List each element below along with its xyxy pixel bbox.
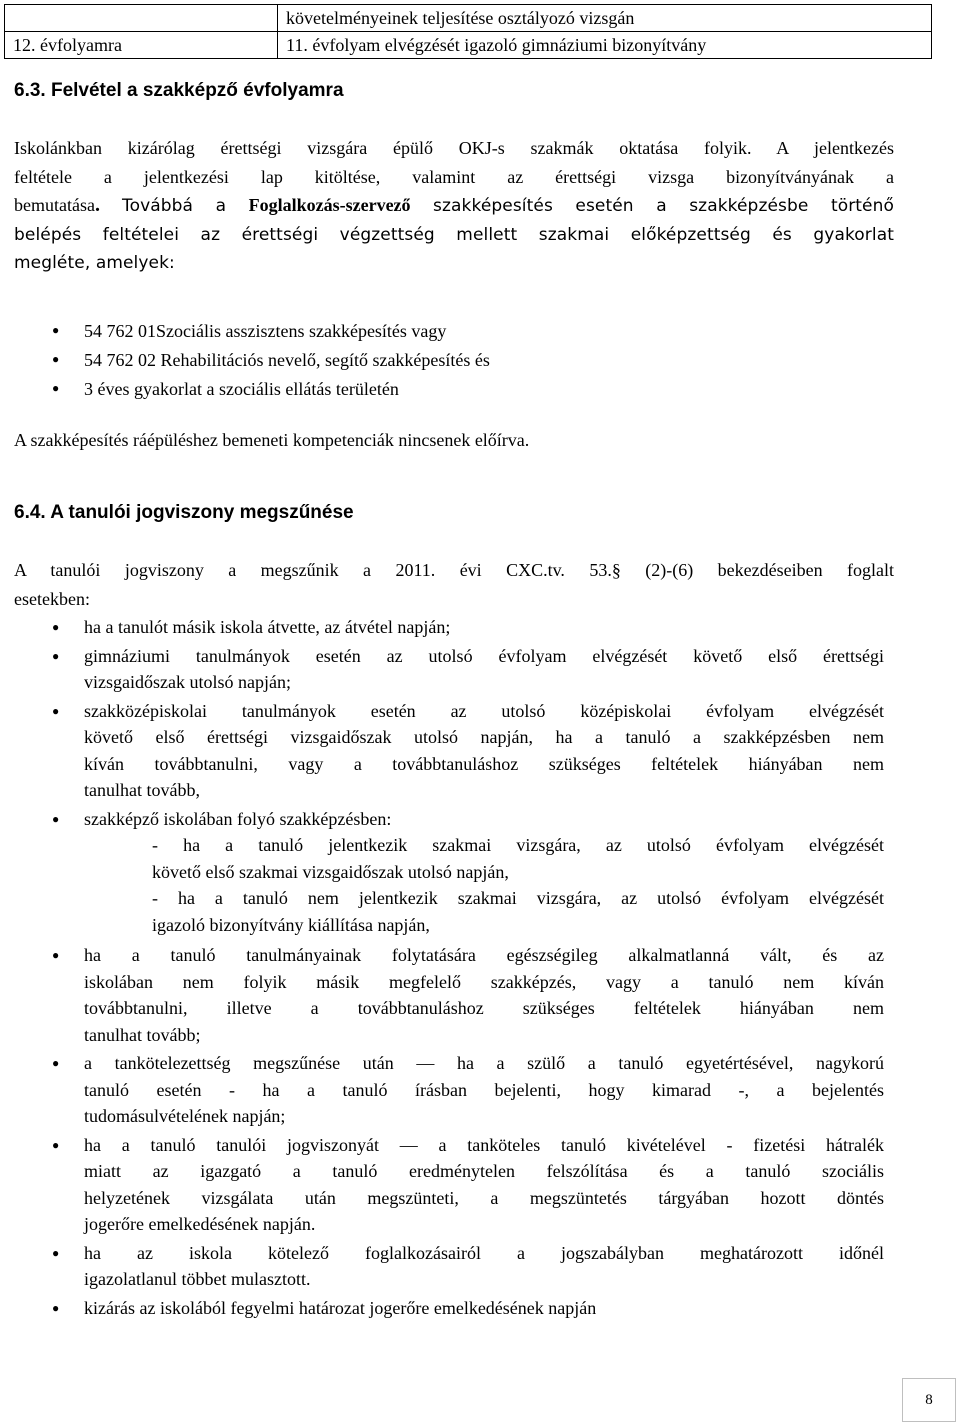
- table-cell: 12. évfolyamra: [5, 32, 278, 59]
- list-item-line: vizsgaidőszak utolsó napján;: [84, 672, 291, 692]
- paragraph-line: megléte, amelyek:: [14, 253, 175, 273]
- table-row: [5, 5, 932, 32]
- paragraph-line: Iskolánkban kizárólag érettségi vizsgára épülő OKJ-s szakmák oktatása folyik. A jelentkezés: [14, 138, 894, 158]
- list-item: [14, 1050, 884, 1130]
- list-item-line: ● gimnáziumi tanulmányok esetén az utolsó évfolyam elvégzését követő első érettségi: [84, 645, 884, 666]
- list-item-line: követő első érettségi vizsgaidőszak utolsó napján, ha a tanuló a szakképzésben nem: [84, 727, 884, 747]
- sub-item-line: - ha a tanuló jelentkezik szakmai vizsgára, az utolsó évfolyam elvégzését: [152, 835, 884, 855]
- list-item-line: ● szakképző iskolában folyó szakképzésben:: [84, 808, 392, 829]
- list-item: ● 54 762 02 Rehabilitációs nevelő, segítő szakképesítés és: [14, 346, 884, 375]
- paragraph-line: belépés feltételei az érettségi végzettség mellett szakmai előképzettség és gyakorlat: [14, 224, 894, 245]
- section-heading-6-4: 6.4. A tanulói jogviszony megszűnése: [14, 502, 354, 523]
- paragraph-line: bemutatása. Továbbá a Foglalkozás-szervező szakképesítés esetén a szakképzésbe történő: [14, 194, 894, 216]
- list-item-line: iskolában nem folyik másik megfelelő szakképzés, vagy a tanuló nem kíván: [84, 971, 884, 992]
- sub-item-line: igazoló bizonyítvány kiállítása napján,: [152, 914, 430, 935]
- list-item: ● 3 éves gyakorlat a szociális ellátás területén: [14, 375, 884, 404]
- list-item-line: kíván továbbtanulni, vagy a továbbtanuláshoz szükséges feltételek hiányában nem: [84, 753, 884, 774]
- list-item: [14, 1132, 884, 1238]
- paragraph-text: szakképesítés esetén a szakképzésbe történő: [410, 196, 894, 216]
- competency-note: A szakképesítés ráépüléshez bemeneti kompetenciák nincsenek előírva.: [14, 430, 530, 450]
- table-cell: követelményeinek teljesítése osztályozó vizsgán: [278, 5, 932, 32]
- list-item: [14, 942, 884, 1048]
- paragraph-text: Továbbá a: [121, 196, 249, 216]
- list-item: [14, 806, 884, 833]
- list-item: [14, 698, 884, 804]
- list-item-line: tanulhat tovább,: [84, 780, 200, 800]
- list-item-line: ● a tankötelezettség megszűnése után — ha a szülő a tanuló egyetértésével, nagykorú: [84, 1053, 884, 1073]
- vocational-sub-list: [152, 832, 884, 938]
- list-item-line: ● ha a tanuló tanulói jogviszonyát — a tanköteles tanuló kivételével - fizetési hátralék: [84, 1134, 884, 1155]
- section-heading-6-3: 6.3. Felvétel a szakképző évfolyamra: [14, 80, 344, 101]
- list-item-line: tanuló esetén - ha a tanuló írásban bejelenti, hogy kimarad -, a bejelentés: [84, 1079, 884, 1100]
- list-item-line: továbbtanulni, illetve a továbbtanuláshoz szükséges feltételek hiányában nem: [84, 998, 884, 1018]
- table-cell: 11. évfolyam elvégzését igazoló gimnáziumi bizonyítvány: [278, 32, 932, 59]
- list-item: ● 54 762 01Szociális asszisztens szakképesítés vagy: [14, 317, 884, 346]
- sub-item-line: - ha a tanuló nem jelentkezik szakmai vizsgára, az utolsó évfolyam elvégzését: [152, 888, 884, 908]
- list-item-line: ● ha a tanuló tanulmányainak folytatására egészségileg alkalmatlanná vált, és az: [84, 945, 884, 965]
- table-cell: [5, 5, 278, 32]
- termination-cases-list-continued: [14, 942, 884, 1321]
- termination-intro: [14, 556, 894, 613]
- paragraph-text: bemutatása: [14, 195, 95, 215]
- list-item: [14, 1240, 884, 1293]
- list-item-line: tanulhat tovább;: [84, 1024, 201, 1045]
- qualification-list: [14, 317, 884, 404]
- paragraph-line: esetekben:: [14, 588, 90, 609]
- list-item-line: jogerőre emelkedésének napján.: [84, 1214, 316, 1234]
- table-row: [5, 32, 932, 59]
- list-item-line: ● szakközépiskolai tanulmányok esetén az utolsó középiskolai évfolyam elvégzését: [84, 700, 884, 721]
- list-item-line: ● ha az iskola kötelező foglalkozásairól a jogszabályban meghatározott időnél: [84, 1242, 884, 1263]
- list-item: [14, 614, 884, 641]
- paragraph-line: feltétele a jelentkezési lap kitöltése, valamint az érettségi vizsga bizonyítványának a: [14, 166, 894, 187]
- list-item: [14, 1295, 884, 1322]
- sub-item-line: követő első szakmai vizsgaidőszak utolsó napján,: [152, 861, 509, 882]
- list-item: [14, 643, 884, 696]
- bold-term: Foglalkozás-szervező: [248, 195, 411, 215]
- page-number: 8: [902, 1378, 956, 1422]
- admission-paragraph: [14, 134, 894, 278]
- list-item-line: igazolatlanul többet mulasztott.: [84, 1269, 311, 1289]
- list-item-line: ● ha a tanulót másik iskola átvette, az átvétel napján;: [84, 617, 451, 637]
- list-item-line: tudomásulvételének napján;: [84, 1106, 286, 1126]
- termination-cases-list: [14, 614, 884, 832]
- requirements-table: [4, 4, 932, 59]
- list-item-line: helyzetének vizsgálata után megszünteti, a megszüntetés tárgyában hozott döntés: [84, 1187, 884, 1208]
- paragraph-line: A tanulói jogviszony a megszűnik a 2011. évi CXC.tv. 53.§ (2)-(6) bekezdéseiben foglalt: [14, 560, 894, 580]
- list-item-line: ● kizárás az iskolából fegyelmi határozat jogerőre emelkedésének napján: [84, 1297, 597, 1318]
- list-item-line: miatt az igazgató a tanuló eredménytelen felszólítása és a tanuló szociális: [84, 1161, 884, 1181]
